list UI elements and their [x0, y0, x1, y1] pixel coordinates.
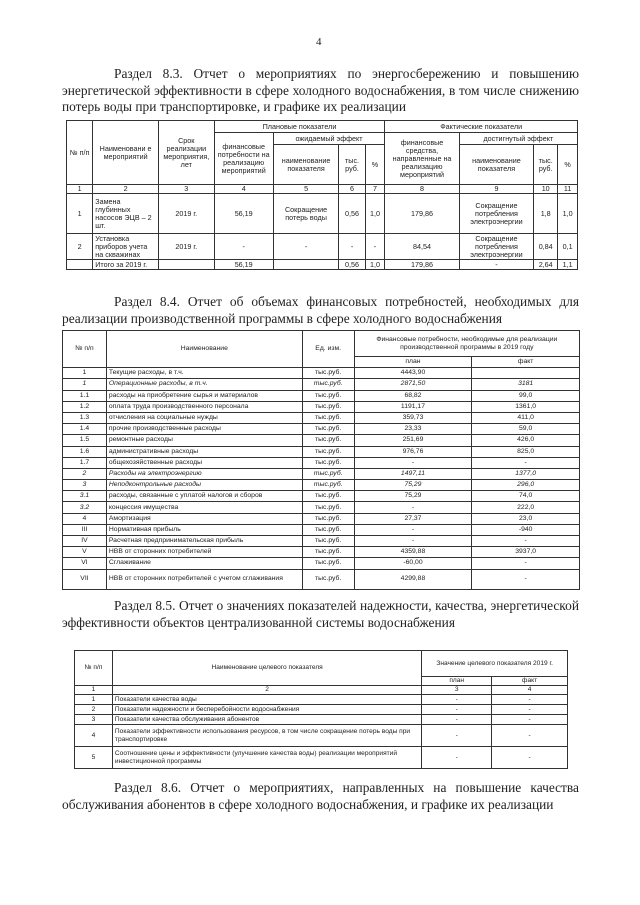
table-row — [63, 390, 580, 401]
cell-unit: тыс.руб. — [302, 569, 354, 589]
cell-num: 1.1 — [63, 390, 107, 401]
cell-fact: 411,0 — [472, 412, 580, 423]
cell-num: 2 — [67, 234, 93, 260]
cell-plan: - — [422, 695, 492, 705]
cell-fact-thous: 1,8 — [534, 194, 558, 234]
table-row — [75, 747, 568, 769]
table-row — [63, 480, 580, 491]
cell-num: 1.5 — [63, 435, 107, 446]
cell-fact: - — [472, 558, 580, 569]
cell-name: Показатели качества обслуживания абонентов — [112, 715, 421, 725]
table-row — [63, 457, 580, 468]
col-number: 2 — [93, 185, 159, 194]
cell-fact-percent: 1,1 — [558, 260, 578, 270]
cell-num: III — [63, 524, 107, 535]
cell-fin-needs: - — [214, 234, 273, 260]
table-row — [67, 194, 578, 234]
cell-num: 1.7 — [63, 457, 107, 468]
cell-plan: - — [422, 715, 492, 725]
col-number: 7 — [365, 185, 385, 194]
cell-unit: тыс.руб. — [302, 536, 354, 547]
cell-num: 2 — [75, 705, 113, 715]
table-row — [63, 547, 580, 558]
needs-header: Финансовые потребности, необходимые для реализации производственной программы в 2019 году — [354, 331, 579, 357]
cell-name: Расходы на электроэнергию — [106, 468, 302, 479]
cell-fact: - — [492, 747, 568, 769]
cell-num: 4 — [75, 725, 113, 747]
cell-plan-percent: 1,0 — [365, 260, 385, 270]
cell-unit: тыс.руб. — [302, 468, 354, 479]
cell-unit: тыс.руб. — [302, 502, 354, 513]
table-row — [63, 491, 580, 502]
cell-num: 1.2 — [63, 401, 107, 412]
section-8-3-title: Раздел 8.3. Отчет о мероприятиях по энергосбережению и повышению энергетической эффективности в сфере холодного водоснабжения, в том числе снижению потерь воды при транспортировке, и графике их реализации — [62, 66, 579, 114]
cell-unit: тыс.руб. — [302, 524, 354, 535]
cell-fact-percent: 0,1 — [558, 234, 578, 260]
cell-fact: - — [492, 695, 568, 705]
table-row — [63, 379, 580, 390]
table-row — [75, 695, 568, 705]
table-row — [63, 424, 580, 435]
cell-plan: - — [354, 457, 472, 468]
cell-num: 1.3 — [63, 412, 107, 423]
col-number: 8 — [385, 185, 459, 194]
col-num-header: № п/п — [67, 121, 93, 185]
page-number: 4 — [316, 36, 322, 48]
cell-num: 4 — [63, 513, 107, 524]
table-row — [63, 446, 580, 457]
fact-percent-header: % — [558, 145, 578, 185]
fact-thous-header: тыс. руб. — [534, 145, 558, 185]
cell-plan: 976,76 — [354, 446, 472, 457]
cell-unit: тыс.руб. — [302, 401, 354, 412]
plan-header: план — [354, 357, 472, 368]
col-number: 4 — [492, 686, 568, 695]
cell-plan: 1191,17 — [354, 401, 472, 412]
cell-num: 3 — [75, 715, 113, 725]
cell-unit: тыс.руб. — [302, 558, 354, 569]
cell-num: 2 — [63, 468, 107, 479]
cell-plan: - — [354, 524, 472, 535]
col-number: 11 — [558, 185, 578, 194]
cell-fact-thous: 2,64 — [534, 260, 558, 270]
col-number: 3 — [422, 686, 492, 695]
cell-fact-indicator: Сокращение потребления электроэнергии — [459, 194, 533, 234]
table-row — [63, 524, 580, 535]
cell-fact-thous: 0,84 — [534, 234, 558, 260]
col-number: 4 — [214, 185, 273, 194]
fin-means-header: финансовые средства, направленные на реализацию мероприятий — [385, 133, 459, 185]
col-name-header: Наименование целевого показателя — [112, 651, 421, 686]
cell-term: 2019 г. — [158, 194, 214, 234]
table-row — [63, 368, 580, 379]
cell-plan: 359,73 — [354, 412, 472, 423]
plan-indicator-header: наименование показателя — [273, 145, 339, 185]
plan-group-header: Плановые показатели — [214, 121, 385, 133]
cell-plan: - — [354, 502, 472, 513]
cell-plan: -60,00 — [354, 558, 472, 569]
cell-fin-needs: 56,19 — [214, 260, 273, 270]
cell-name: Операционные расходы, в т.ч. — [106, 379, 302, 390]
cell-unit: тыс.руб. — [302, 547, 354, 558]
table-row — [75, 725, 568, 747]
cell-num: 3.2 — [63, 502, 107, 513]
cell-fact: 1361,0 — [472, 401, 580, 412]
table-row — [63, 536, 580, 547]
cell-unit: тыс.руб. — [302, 435, 354, 446]
cell-num: 1.4 — [63, 424, 107, 435]
cell-plan: 75,29 — [354, 491, 472, 502]
cell-name: Нормативная прибыль — [106, 524, 302, 535]
fin-needs-header: финансовые потребности на реализацию мероприятий — [214, 133, 273, 185]
cell-fact: 59,0 — [472, 424, 580, 435]
cell-fact: - — [472, 536, 580, 547]
fact-header: факт — [492, 677, 568, 686]
cell-plan: 75,29 — [354, 480, 472, 491]
cell-plan: - — [422, 725, 492, 747]
cell-fact: 426,0 — [472, 435, 580, 446]
cell-unit: тыс.руб. — [302, 412, 354, 423]
cell-num: VII — [63, 569, 107, 589]
cell-fact: 3937,0 — [472, 547, 580, 558]
cell-plan: 1497,11 — [354, 468, 472, 479]
cell-plan: 27,37 — [354, 513, 472, 524]
cell-fact: 296,0 — [472, 480, 580, 491]
cell-num: VI — [63, 558, 107, 569]
cell-fact — [472, 368, 580, 379]
fact-group-header: Фактические показатели — [385, 121, 578, 133]
cell-num: 1 — [63, 368, 107, 379]
cell-fact: - — [472, 457, 580, 468]
fact-indicator-header: наименование показателя — [459, 145, 533, 185]
cell-name: Сглаживание — [106, 558, 302, 569]
col-number: 5 — [273, 185, 339, 194]
expected-effect-header: ожидаемый эффект — [273, 133, 385, 145]
cell-plan-thous: 0,56 — [339, 194, 365, 234]
cell-plan: - — [422, 747, 492, 769]
cell-num: 1 — [67, 194, 93, 234]
cell-name: Расчетная предпринимательская прибыль — [106, 536, 302, 547]
cell-plan: 251,69 — [354, 435, 472, 446]
cell-fact-indicator: - — [459, 260, 533, 270]
cell-fact-indicator: Сокращение потребления электроэнергии — [459, 234, 533, 260]
col-number: 2 — [112, 686, 421, 695]
cell-fact: -940 — [472, 524, 580, 535]
cell-plan-indicator: Сокращение потерь воды — [273, 194, 339, 234]
table-row — [63, 569, 580, 589]
cell-name: Замена глубинных насосов ЭЦВ – 2 шт. — [93, 194, 159, 234]
cell-fact: 74,0 — [472, 491, 580, 502]
cell-unit: тыс.руб. — [302, 390, 354, 401]
col-number: 9 — [459, 185, 533, 194]
cell-plan: - — [354, 536, 472, 547]
cell-num: 5 — [75, 747, 113, 769]
column-numbers-row — [75, 686, 568, 695]
cell-name: административные расходы — [106, 446, 302, 457]
cell-name: Текущие расходы, в т.ч. — [106, 368, 302, 379]
cell-unit: тыс.руб. — [302, 446, 354, 457]
cell-name: расходы на приобретение сырья и материалов — [106, 390, 302, 401]
cell-name: Соотношение цены и эффективности (улучшение качества воды) реализации мероприятий инвестиционной программы — [112, 747, 421, 769]
table-row — [63, 502, 580, 513]
cell-name: Амортизация — [106, 513, 302, 524]
cell-term — [158, 260, 214, 270]
cell-num: 1 — [63, 379, 107, 390]
cell-name: Неподконтрольные расходы — [106, 480, 302, 491]
indicators-table — [74, 650, 568, 769]
total-row — [67, 260, 578, 270]
cell-name: концессия имущества — [106, 502, 302, 513]
cell-fact-percent: 1,0 — [558, 194, 578, 234]
cell-name: Показатели качества воды — [112, 695, 421, 705]
cell-plan: 23,33 — [354, 424, 472, 435]
cell-plan-percent: 1,0 — [365, 194, 385, 234]
col-term-header: Срок реализации мероприятия, лет — [158, 121, 214, 185]
cell-num — [67, 260, 93, 270]
cell-fact: - — [492, 705, 568, 715]
cell-plan: 2871,50 — [354, 379, 472, 390]
cell-unit: тыс.руб. — [302, 368, 354, 379]
cell-name: ремонтные расходы — [106, 435, 302, 446]
fact-header: факт — [472, 357, 580, 368]
cell-plan-percent: - — [365, 234, 385, 260]
col-num-header: № п/п — [75, 651, 113, 686]
cell-fact: 3181 — [472, 379, 580, 390]
cell-plan-thous: - — [339, 234, 365, 260]
cell-plan: 4359,88 — [354, 547, 472, 558]
table-row — [63, 513, 580, 524]
cell-name: расходы, связанные с уплатой налогов и сборов — [106, 491, 302, 502]
cell-unit: тыс.руб. — [302, 379, 354, 390]
col-number: 1 — [67, 185, 93, 194]
table-row — [63, 468, 580, 479]
cell-fact: 1377,0 — [472, 468, 580, 479]
cell-unit: тыс.руб. — [302, 491, 354, 502]
achieved-effect-header: достигнутый эффект — [459, 133, 577, 145]
cell-fact: 99,0 — [472, 390, 580, 401]
cell-fact: 23,0 — [472, 513, 580, 524]
cell-name: отчисления на социальные нужды — [106, 412, 302, 423]
col-number: 10 — [534, 185, 558, 194]
col-name-header: Наименование — [106, 331, 302, 368]
section-8-6-title: Раздел 8.6. Отчет о мероприятиях, направленных на повышение качества обслуживания абонентов в сфере холодного водоснабжения, и графике их реализации — [62, 780, 579, 812]
cell-fact: 825,0 — [472, 446, 580, 457]
table-row — [63, 558, 580, 569]
col-number: 1 — [75, 686, 113, 695]
section-8-4-title: Раздел 8.4. Отчет об объемах финансовых потребностей, необходимых для реализации производственной программы в сфере холодного водоснабжения — [62, 294, 579, 326]
cell-num: 3.1 — [63, 491, 107, 502]
table-row — [75, 705, 568, 715]
cell-name: прочие производственные расходы — [106, 424, 302, 435]
col-num-header: № п/п — [63, 331, 107, 368]
cell-fact: - — [472, 569, 580, 589]
cell-fin-means: 179,86 — [385, 260, 459, 270]
cell-num: 1 — [75, 695, 113, 705]
cell-fin-means: 179,86 — [385, 194, 459, 234]
financial-needs-table — [62, 330, 580, 590]
cell-fin-needs: 56,19 — [214, 194, 273, 234]
cell-unit: тыс.руб. — [302, 513, 354, 524]
table-row — [67, 234, 578, 260]
plan-thous-header: тыс. руб. — [339, 145, 365, 185]
cell-num: 3 — [63, 480, 107, 491]
table-row — [63, 435, 580, 446]
table-row — [75, 715, 568, 725]
cell-plan: - — [422, 705, 492, 715]
cell-name: общехозяйственные расходы — [106, 457, 302, 468]
table-row — [63, 412, 580, 423]
cell-name: Показатели эффективности использования ресурсов, в том числе сокращение потерь воды при транспортировке — [112, 725, 421, 747]
cell-plan-indicator: - — [273, 234, 339, 260]
value-header: Значение целевого показателя 2019 г. — [422, 651, 568, 677]
cell-fact: 222,0 — [472, 502, 580, 513]
cell-fact: - — [492, 715, 568, 725]
cell-unit: тыс.руб. — [302, 424, 354, 435]
energy-saving-table — [66, 120, 578, 270]
cell-fin-means: 84,54 — [385, 234, 459, 260]
cell-plan-indicator — [273, 260, 339, 270]
table-row — [63, 401, 580, 412]
cell-plan: 4443,90 — [354, 368, 472, 379]
col-unit-header: Ед. изм. — [302, 331, 354, 368]
cell-name: Показатели надежности и бесперебойности водоснабжения — [112, 705, 421, 715]
cell-plan: 4299,88 — [354, 569, 472, 589]
col-number: 3 — [158, 185, 214, 194]
cell-fact: - — [492, 725, 568, 747]
cell-num: 1.6 — [63, 446, 107, 457]
cell-term: 2019 г. — [158, 234, 214, 260]
cell-name: НВВ от сторонних потребителей — [106, 547, 302, 558]
cell-num: V — [63, 547, 107, 558]
cell-name: оплата труда производственного персонала — [106, 401, 302, 412]
cell-unit: тыс.руб. — [302, 480, 354, 491]
cell-unit: тыс.руб. — [302, 457, 354, 468]
column-numbers-row — [67, 185, 578, 194]
section-8-5-title: Раздел 8.5. Отчет о значениях показателей надежности, качества, энергетической эффективности объектов централизованной системы водоснабжения — [62, 598, 579, 630]
cell-name: Итого за 2019 г. — [93, 260, 159, 270]
col-name-header: Наименовани е мероприятий — [93, 121, 159, 185]
cell-plan: 68,82 — [354, 390, 472, 401]
cell-num: IV — [63, 536, 107, 547]
plan-header: план — [422, 677, 492, 686]
cell-plan-thous: 0,56 — [339, 260, 365, 270]
col-number: 6 — [339, 185, 365, 194]
plan-percent-header: % — [365, 145, 385, 185]
cell-name: НВВ от сторонних потребителей с учетом сглаживания — [106, 569, 302, 589]
cell-name: Установка приборов учета на скважинах — [93, 234, 159, 260]
